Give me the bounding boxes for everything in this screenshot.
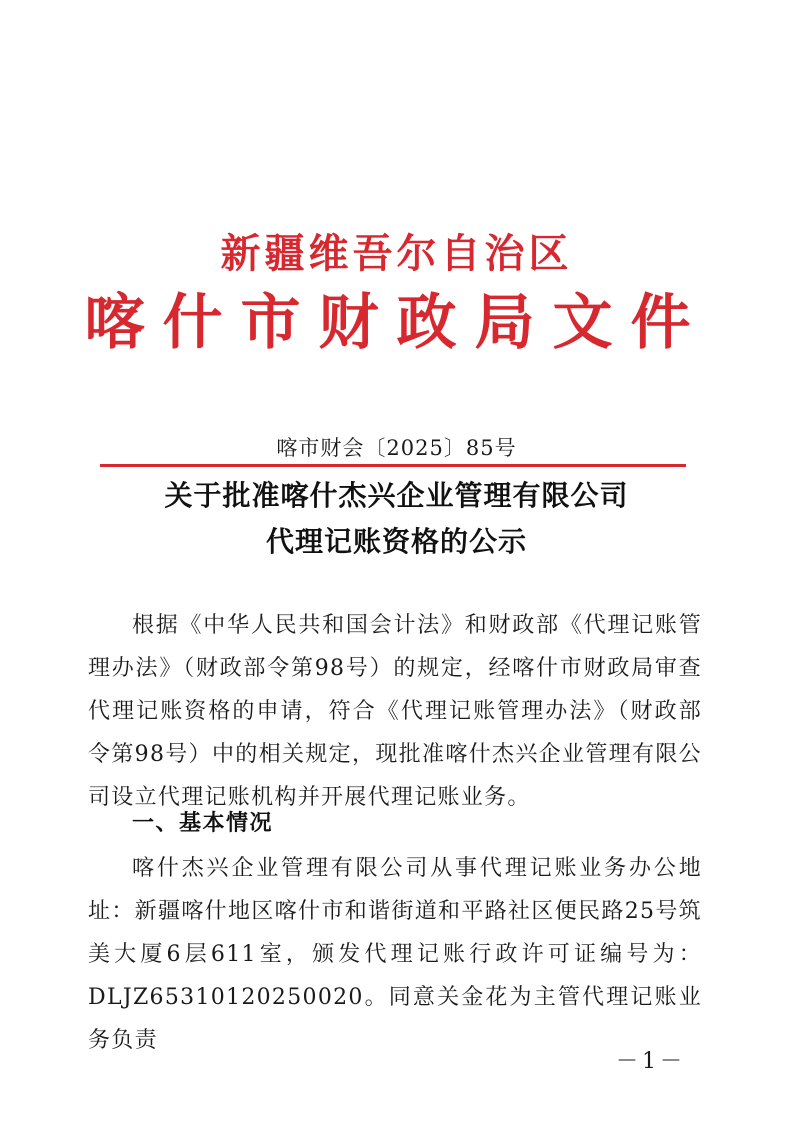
body-paragraph-1: 根据《中华人民共和国会计法》和财政部《代理记账管理办法》（财政部令第98号）的规定，经喀什市财政局审查代理记账资格的申请，符合《代理记账管理办法》（财政部令第98号）中的相关规定，现批准喀什杰兴企业管理有限公司设立代理记账机构并开展代理记账业务。 xyxy=(88,613,702,810)
body-paragraph-2: 喀什杰兴企业管理有限公司从事代理记账业务办公地址：新疆喀什地区喀什市和谐街道和平路社区便民路25号筑美大厦6层611室，颁发代理记账行政许可证编号为：DLJZ65310120250020。同意关金花为主管代理记账业务负责 xyxy=(88,856,702,1053)
issuing-region-header: 新疆维吾尔自治区 xyxy=(220,230,573,277)
red-divider-line xyxy=(100,464,686,467)
document-title-line-1: 关于批准喀什杰兴企业管理有限公司 xyxy=(164,479,629,512)
section-heading-basic-info: 一、基本情况 xyxy=(132,811,274,836)
issuing-authority-header: 喀什市财政局文件 xyxy=(84,288,709,358)
document-number: 喀市财会〔2025〕85号 xyxy=(276,436,517,460)
document-title-line-2: 代理记账资格的公示 xyxy=(265,525,527,558)
page-number: －1－ xyxy=(616,1049,686,1074)
